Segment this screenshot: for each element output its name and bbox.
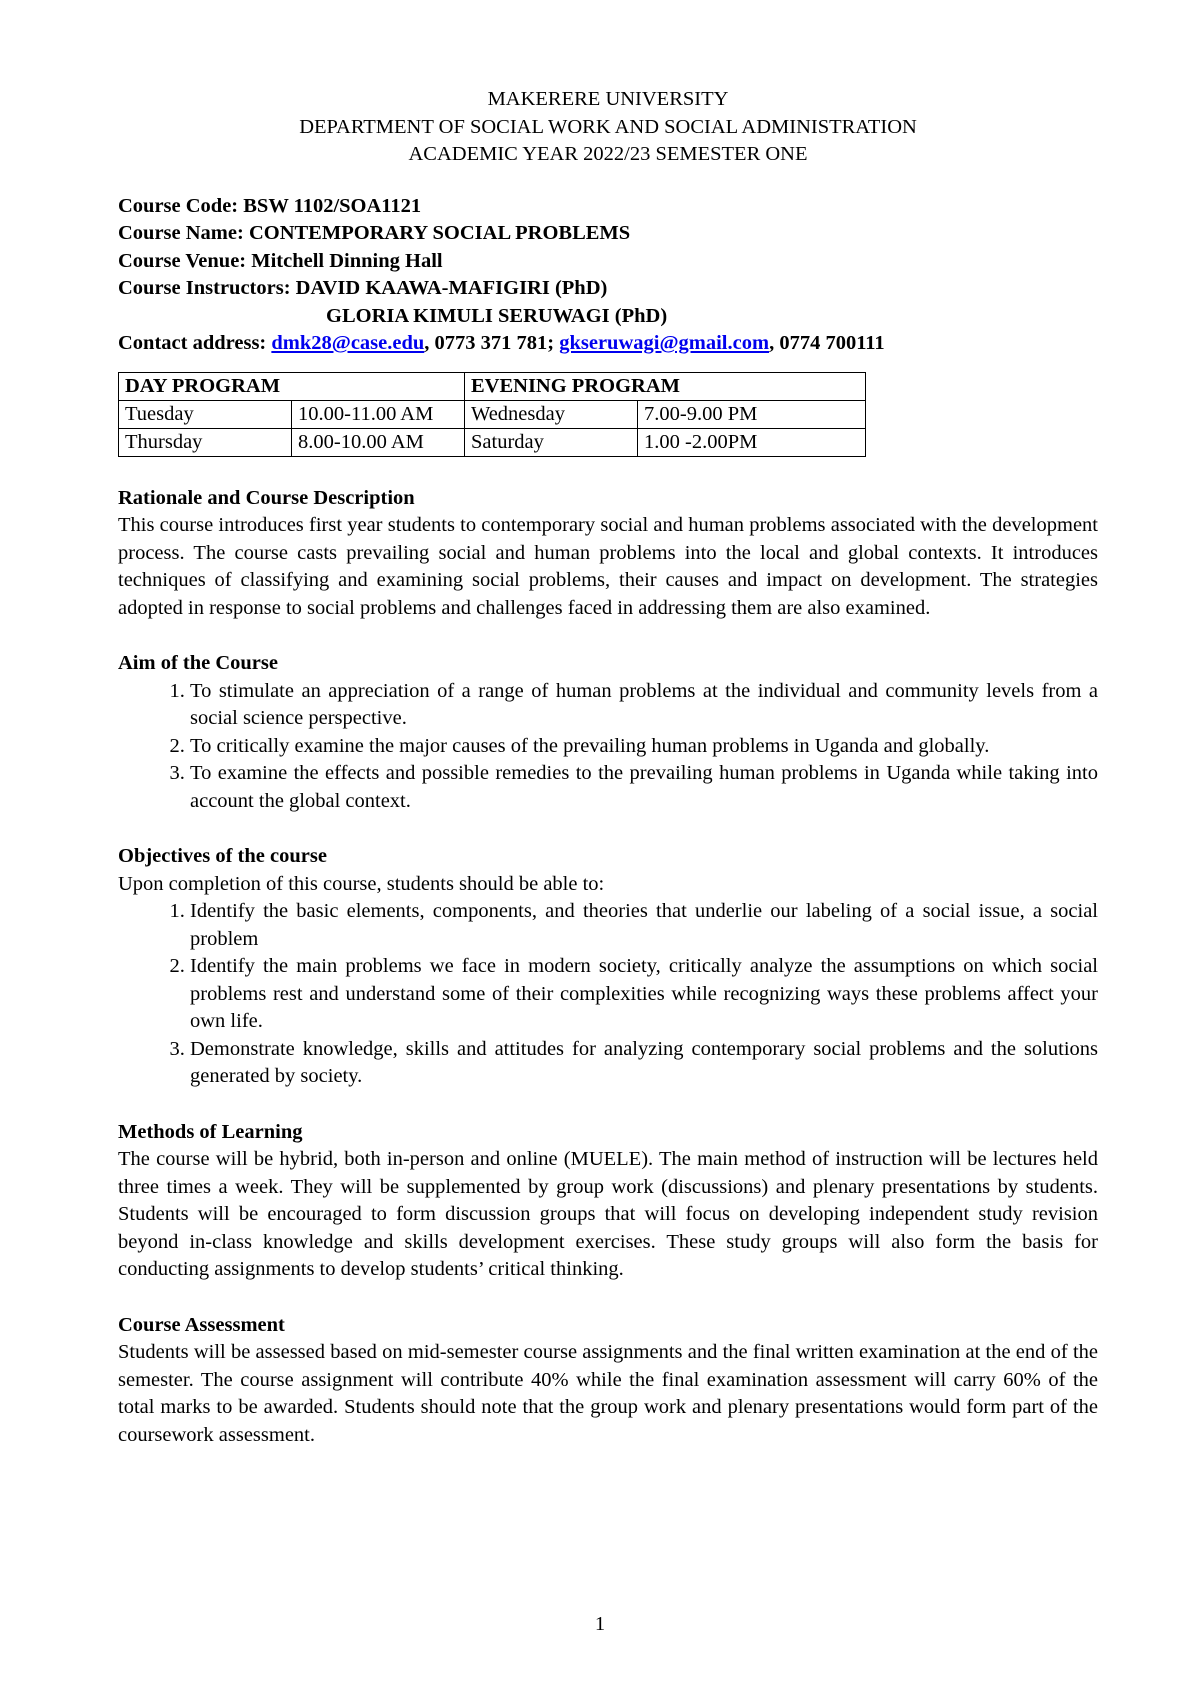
academic-year: ACADEMIC YEAR 2022/23 SEMESTER ONE xyxy=(408,143,808,165)
methods-section xyxy=(118,1119,1098,1284)
table-row xyxy=(119,428,866,456)
section-heading: Course Assessment xyxy=(118,1313,285,1336)
section-heading: Aim of the Course xyxy=(118,652,278,674)
rationale-section xyxy=(118,485,1098,623)
table-cell: 8.00-10.00 AM xyxy=(292,428,465,456)
list-item: 1. Identify the basic elements, components, and theories that underlie our labeling of a social issue, a social problem xyxy=(190,898,1098,953)
section-heading: Objectives of the course xyxy=(118,845,327,867)
instructor-2: GLORIA KIMULI SERUWAGI (PhD) xyxy=(326,304,668,327)
list-item: 3. To examine the effects and possible remedies to the prevailing human problems in Uganda while taking into account the global context. xyxy=(190,760,1098,815)
email-link-1[interactable]: dmk28@case.edu xyxy=(271,332,425,354)
section-heading: Methods of Learning xyxy=(118,1120,303,1143)
phone-2: , 0774 700111 xyxy=(769,332,885,354)
section-paragraph: Students will be assessed based on mid-semester course assignments and the final written examination at the end of the semester. The course assignment will contribute 40% while the final examination assessment will carry 60% of the total marks to be awarded. Students should note that the group work and plenary presentations would form part of the coursework assessment. xyxy=(118,1341,1098,1446)
course-venue: Course Venue: Mitchell Dinning Hall xyxy=(118,249,443,272)
contact-label: Contact address: xyxy=(118,332,272,354)
course-instructors xyxy=(118,275,1098,303)
university-name: MAKERERE UNIVERSITY xyxy=(487,88,729,110)
section-paragraph: The course will be hybrid, both in-person and online (MUELE). The main method of instruction will be lectures held three times a week. They will be supplemented by group work (discussions) and plenary presentations by students. Students will be encouraged to form discussion groups that will focus on developing independent study revision beyond in-class knowledge and skills development exercises. These study groups will also form the basis for conducting assignments to develop students’ critical thinking. xyxy=(118,1148,1098,1280)
instructors-label: Course Instructors: xyxy=(118,277,296,299)
list-item: 3. Demonstrate knowledge, skills and attitudes for analyzing contemporary social problems and the solutions generated by society. xyxy=(190,1036,1098,1091)
section-heading: Rationale and Course Description xyxy=(118,486,415,509)
table-cell: 1.00 -2.00PM xyxy=(638,428,866,456)
aim-list xyxy=(118,678,1098,816)
instructor-1: DAVID KAAWA-MAFIGIRI (PhD) xyxy=(295,277,608,299)
document-header xyxy=(118,86,1098,169)
course-details xyxy=(118,193,1098,358)
table-cell: Tuesday xyxy=(119,400,292,428)
evening-program-header: EVENING PROGRAM xyxy=(465,372,866,400)
table-row xyxy=(119,400,866,428)
email-link-2[interactable]: gkseruwagi@gmail.com xyxy=(559,332,770,354)
objectives-intro: Upon completion of this course, students should be able to: xyxy=(118,872,605,895)
table-cell: Thursday xyxy=(119,428,292,456)
section-paragraph: This course introduces first year students to contemporary social and human problems associated with the development process. The course casts prevailing social and human problems into the local and global contexts. It introduces techniques of classifying and examining social problems, their causes and impact on development. The strategies adopted in response to social problems and challenges faced in addressing them are also examined. xyxy=(118,514,1098,619)
table-cell: Wednesday xyxy=(465,400,638,428)
phone-1: , 0773 371 781; xyxy=(424,332,560,354)
schedule-table xyxy=(118,372,866,457)
list-item: 1. To stimulate an appreciation of a range of human problems at the individual and community levels from a social science perspective. xyxy=(190,678,1098,733)
table-cell: 7.00-9.00 PM xyxy=(638,400,866,428)
contact-address xyxy=(118,330,1098,358)
objectives-list xyxy=(118,898,1098,1091)
department-name: DEPARTMENT OF SOCIAL WORK AND SOCIAL ADMINISTRATION xyxy=(299,115,917,138)
list-item: 2. Identify the main problems we face in modern society, critically analyze the assumptions on which social problems rest and understand some of their complexities while recognizing ways these problems affect your own life. xyxy=(190,953,1098,1036)
course-name: Course Name: CONTEMPORARY SOCIAL PROBLEMS xyxy=(118,222,631,244)
table-cell: Saturday xyxy=(465,428,638,456)
schedule-header-row xyxy=(119,372,866,400)
assessment-section xyxy=(118,1312,1098,1450)
objectives-section xyxy=(118,843,1098,1091)
document-page xyxy=(118,86,1098,1449)
aim-section xyxy=(118,650,1098,815)
day-program-header: DAY PROGRAM xyxy=(119,372,465,400)
table-cell: 10.00-11.00 AM xyxy=(292,400,465,428)
page-number: 1 xyxy=(594,1613,606,1635)
list-item: 2. To critically examine the major causes of the prevailing human problems in Uganda and globally. xyxy=(190,733,1098,761)
course-code: Course Code: BSW 1102/SOA1121 xyxy=(118,194,422,217)
